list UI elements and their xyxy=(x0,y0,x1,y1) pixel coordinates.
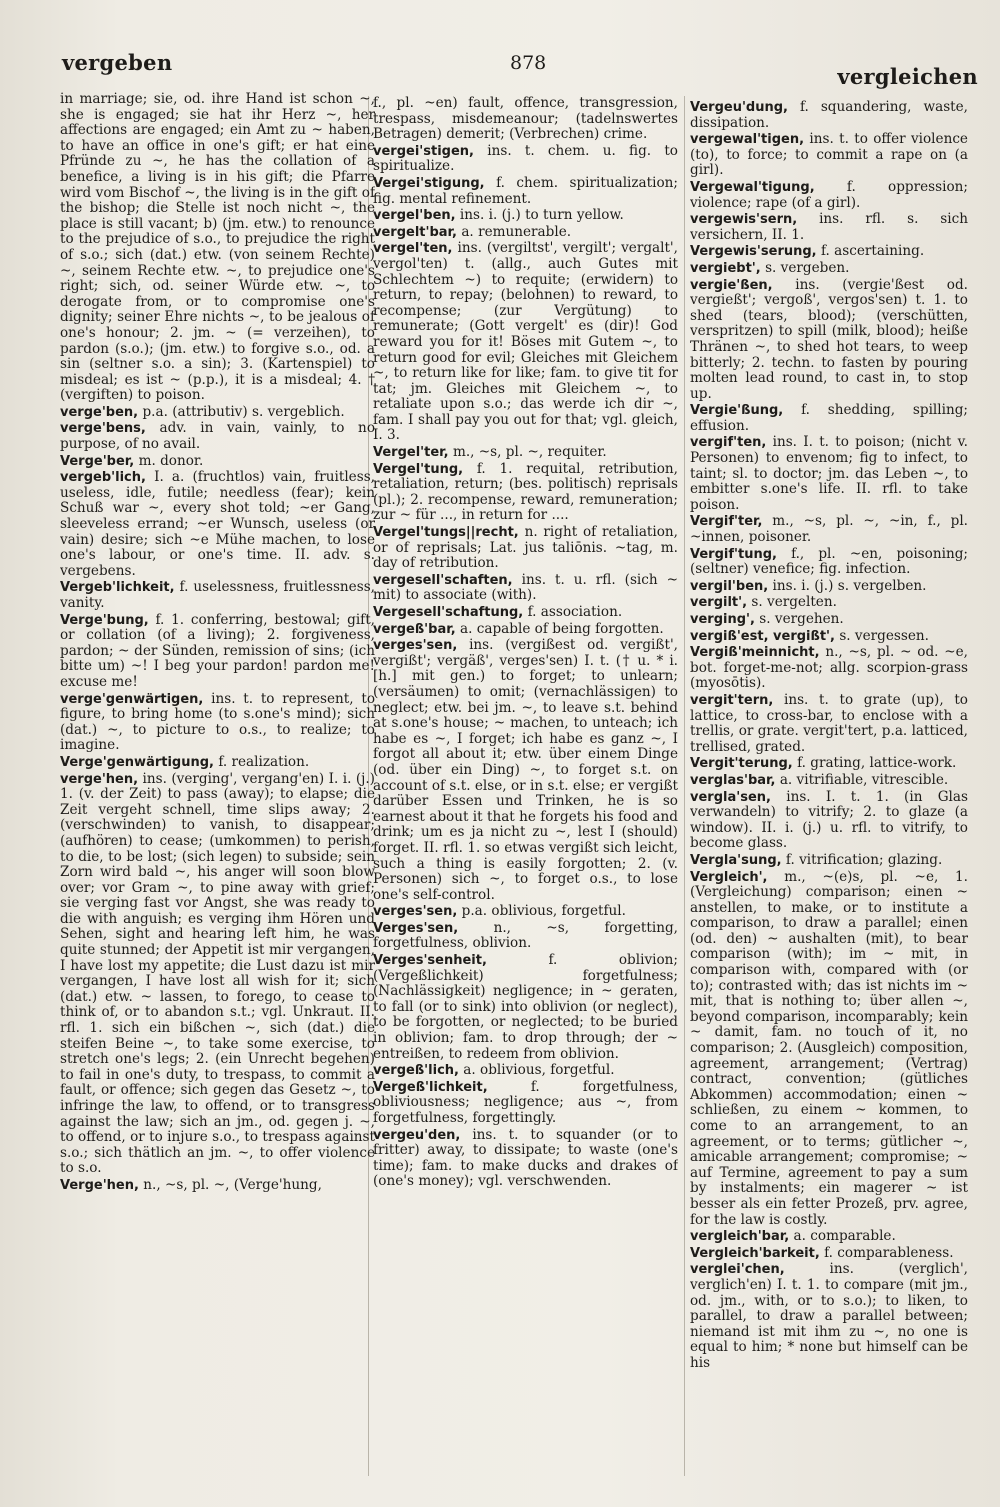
dictionary-entry xyxy=(690,278,968,403)
entry-definition: f. ascertaining. xyxy=(820,243,925,260)
entry-headword: vergel'ben, xyxy=(373,208,456,224)
entry-headword: Vergeu'dung, xyxy=(690,100,788,115)
dictionary-entry xyxy=(60,470,375,579)
dictionary-entry xyxy=(373,1080,678,1127)
entry-definition: s. vergehen. xyxy=(759,611,844,627)
column-divider xyxy=(684,96,685,1476)
entry-definition: ins. (vergißest od. vergißt', vergißt'; vergäß', verges'sen) I. t. († u. * i. [h.] mit gen.) to forget; to unlearn; (versäumen) to omit; (vernachlässigen) to neglect; etw. bei jm. ~, to leave s.t. behind at s.one's house; ~ machen, to unteach; ich habe es ~, I forget; ich habe es ganz ~, I forgot all about it; etw. über einem Dinge (od. über ein Ding) ~, to forget s.t. on account of s.t. else, or in s.t. else; er vergißt darüber Essen und Trinken, he is so earnest about it that he forgets his food and drink; um es ja nicht zu ~, lest I (should) forget. II. rfl. 1. so etwas vergißt sich leicht, such a thing is easily forgotten; 2. (v. Personen) sich ~, to forget o.s., to lose one's self-control. xyxy=(373,637,678,903)
entry-headword: vergesell'schaften, xyxy=(373,572,513,588)
dictionary-entry xyxy=(690,1262,968,1371)
entry-definition: f. vitrification; glazing. xyxy=(785,851,943,868)
entry-definition: m., ~s, pl. ~, ~in, f., pl. ~innen, poisoner. xyxy=(690,513,968,546)
entry-headword: Verge'genwärtigung, xyxy=(60,754,214,770)
dictionary-entry xyxy=(373,225,678,241)
dictionary-entry xyxy=(690,435,968,513)
entry-definition: p.a. oblivious, forgetful. xyxy=(461,903,626,920)
entry-headword: verge'ben, xyxy=(60,404,139,420)
entry-definition: ins. i. (j.) s. vergelben. xyxy=(772,577,927,594)
dictionary-entry xyxy=(373,605,678,621)
entry-headword: vergiß'est, vergißt', xyxy=(690,628,835,644)
entry-headword: Verges'sen, xyxy=(373,920,459,936)
entry-headword: Verge'hen, xyxy=(60,1177,139,1193)
entry-headword: vergil'ben, xyxy=(690,578,769,594)
entry-headword: vergewal'tigen, xyxy=(690,132,805,148)
entry-headword: Verges'senheit, xyxy=(373,953,487,969)
entry-headword: vergeß'bar, xyxy=(373,621,456,637)
dictionary-entry xyxy=(690,514,968,545)
dictionary-entry xyxy=(373,573,678,604)
entry-headword: vergel'ten, xyxy=(373,241,453,257)
dictionary-entry xyxy=(373,1128,678,1190)
entry-definition: s. vergessen. xyxy=(839,627,929,644)
entry-definition: n., ~s, forgetting, forgetfulness, oblivion. xyxy=(373,919,678,952)
dictionary-entry xyxy=(690,1246,968,1262)
entry-definition: n. right of retaliation, or of reprisals; Lat. jus taliōnis. ~tag, m. day of retribution. xyxy=(373,524,678,572)
entry-definition: f. realization. xyxy=(218,753,310,770)
entry-definition: f. 1. requital, retribution, retaliation, return; (bes. politisch) reprisals (pl.); 2. recompense, reward, remuneration; zur ~ für ..., in return for .... xyxy=(373,460,678,524)
dictionary-entry xyxy=(60,580,375,611)
dictionary-entry xyxy=(690,853,968,869)
entry-headword: vergiebt', xyxy=(690,260,761,276)
entry-definition: s. vergelten. xyxy=(751,594,837,611)
entry-definition: adv. in vain, vainly, to no purpose, of no avail. xyxy=(60,420,375,453)
entry-headword: vergeß'lich, xyxy=(373,1063,459,1079)
entry-headword: Vergit'terung, xyxy=(690,756,793,772)
entry-definition: f., pl. ~en, poisoning; (seltner) venefice; fig. infection. xyxy=(690,545,968,578)
entry-definition: m. donor. xyxy=(138,452,204,469)
entry-headword: Vergel'ter, xyxy=(373,445,449,461)
dictionary-entry xyxy=(60,772,375,1177)
entry-headword: Vergleich'barkeit, xyxy=(690,1245,820,1261)
dictionary-entry xyxy=(373,144,678,175)
entry-definition: f. grating, lattice-work. xyxy=(797,755,957,772)
dictionary-entry xyxy=(690,261,968,277)
entry-definition: in marriage; sie, od. ihre Hand ist schon ~, she is engaged; sie hat ihr Herz ~, her affections are engaged; ein Amt zu ~ haben, to have an office in one's gift; er hat eine Pfründe zu ~, he has the collation of a benefice, a living is in his gift; die Pfarre wird vom Bischof ~, the living is in the gift of the bishop; die Stelle ist noch nicht ~, the place is still vacant; b) (jm. etw.) to renounce to the prejudice of s.o., to prejudice the right of s.o.; sich (dat.) etw. (von seinem Rechte) ~, seinem Rechte etw. ~, to prejudice one's right; sich, od. seiner Würde etw. ~, to derogate from, or to compromise one's dignity; seiner Ehre nichts ~, to be jealous of one's honour; 2. jm. ~ (= verzeihen), to pardon (s.o.); (jm. etw.) to forgive s.o., od. a sin (seltner s.o. a sin); 3. (Kartenspiel) to misdeal; es ist ~ (p.p.), it is a misdeal; 4. † (vergiften) to poison. xyxy=(60,92,375,404)
dictionary-entry xyxy=(690,547,968,578)
entry-definition: n., ~s, pl. ~, (Verge'hung, xyxy=(143,1176,322,1193)
entry-definition: f., pl. ~en) fault, offence, transgression, trespass, misdemeanour; (tadelnswertes Betragen) demerit; (Verbrechen) crime. xyxy=(373,96,678,143)
entry-headword: verges'sen, xyxy=(373,904,458,920)
dictionary-entry xyxy=(373,96,678,143)
dictionary-entry xyxy=(373,208,678,224)
entry-definition: ins. (vergie'ßest od. vergießt'; vergoß', vergos'sen) t. 1. to shed (tears, blood); (verschütten, verspritzen) to spill (milk, blood); heiße Thränen ~, to shed hot tears, to weep bitterly; 2. techn. to fasten by pouring molten lead round, to cast in, to stop up. xyxy=(690,276,968,402)
entry-definition: ins. I. t. to poison; (nicht v. Personen) to envenom; fig to infect, to taint; sl. to doctor; jm. das Leben ~, to embitter s.one's life. II. rfl. to take poison. xyxy=(690,434,968,513)
dictionary-entry xyxy=(60,755,375,771)
entry-definition: m., ~s, pl. ~, requiter. xyxy=(452,444,607,461)
entry-headword: Vergie'ßung, xyxy=(690,403,784,419)
entry-definition: ins. rfl. s. sich versichern, II. 1. xyxy=(690,211,968,243)
entry-headword: vergleich'bar, xyxy=(690,1229,790,1245)
dictionary-entry xyxy=(60,692,375,754)
entry-headword: vergilt', xyxy=(690,595,748,611)
dictionary-entry xyxy=(60,613,375,691)
dictionary-entry xyxy=(690,212,968,243)
entry-headword: verge'bens, xyxy=(60,421,146,437)
right-running-head: vergleichen xyxy=(837,64,978,89)
entry-definition: a. remunerable. xyxy=(461,223,572,240)
dictionary-entry xyxy=(690,579,968,595)
dictionary-entry xyxy=(373,1063,678,1079)
page-number: 878 xyxy=(510,52,547,74)
entry-headword: Verge'bung, xyxy=(60,612,149,628)
column-2 xyxy=(373,96,678,1496)
dictionary-entry xyxy=(373,904,678,920)
dictionary-entry xyxy=(690,132,968,179)
dictionary-entry xyxy=(690,790,968,852)
entry-definition: a. capable of being forgotten. xyxy=(460,620,664,637)
entry-headword: verges'sen, xyxy=(373,638,458,654)
dictionary-entry xyxy=(60,421,375,452)
entry-definition: ins. t. to grate (up), to lattice, to cross-bar, to enclose with a trellis, or grate. vergit'tert, p.a. latticed, trellised, grated. xyxy=(690,691,968,755)
dictionary-entry xyxy=(690,693,968,755)
dictionary-entry xyxy=(690,244,968,260)
page-header xyxy=(0,36,1000,96)
dictionary-entry xyxy=(373,622,678,638)
entry-definition: p.a. (attributiv) s. vergeblich. xyxy=(142,403,345,420)
entry-definition: f. association. xyxy=(527,604,623,620)
entry-definition: f. oblivion; (Vergeßlichkeit) forgetfulness; (Nachlässigkeit) negligence; in ~ geraten, to fall (or to sink) into oblivion (or neglect), to be forgotten, or neglected; to be buried in oblivion; fam. to drop through; der ~ entreißen, to redeem from oblivion. xyxy=(373,952,678,1062)
entry-headword: vergif'ten, xyxy=(690,435,767,451)
entry-definition: ins. (verglich', verglich'en) I. t. 1. to compare (mit jm., od. jm., with, or to s.o.); to liken, to parallel, to draw a parallel between; niemand ist mit ihm zu ~, no one is equal to him; * none but himself can be his xyxy=(690,1261,968,1371)
dictionary-entry xyxy=(690,773,968,789)
dictionary-entry xyxy=(690,756,968,772)
entry-definition: ins. i. (j.) to turn yellow. xyxy=(459,207,624,224)
dictionary-entry xyxy=(373,525,678,572)
dictionary-entry xyxy=(690,645,968,692)
entry-headword: Vergeb'lichkeit, xyxy=(60,580,175,596)
entry-headword: verging', xyxy=(690,612,755,627)
entry-headword: vergie'ßen, xyxy=(690,277,773,293)
dictionary-entry xyxy=(373,638,678,903)
entry-definition: n., ~s, pl. ~ od. ~e, bot. forget-me-not; allg. scorpion-grass (myosōtis). xyxy=(690,644,968,692)
entry-headword: verge'hen, xyxy=(60,771,139,787)
entry-definition: ins. (verging', vergang'en) I. i. (j.) 1. (v. der Zeit) to pass (away); to elapse; die Zeit vergeht schnell, time slips away; 2. (verschwinden) to vanish, to disappear; (aufhören) to cease; (umkommen) to perish, to die, to be lost; (sich legen) to subside; sein Zorn wird bald ~, his anger will soon blow over; vor Gram ~, to pine away with grief; sie verging fast vor Angst, she was ready to die with anguish; es verging ihm Hören und Sehen, sight and hearing left him, he was quite stunned; der Appetit ist mir vergangen, I have lost my appetite; die Lust dazu ist mir vergangen, I have lost all wish for it; sich (dat.) etw. ~ lassen, to forego, to cease to think of, or to abandon s.t.; vgl. Unkraut. II. rfl. 1. sich ein bißchen ~, sich (dat.) die steifen Beine ~, to take some exercise, to stretch one's legs; 2. (ein Unrecht begehen) to fail in one's duty, to trespass, to commit a fault, or offence; sich gegen das Gesetz ~, to infringe the law, to offend, or to transgress against the law; sich an jm., od. gegen j. ~, to offend, or to injure s.o., to trespass against s.o.; sich thätlich an jm. ~, to offer violence to s.o. xyxy=(60,770,375,1177)
entry-headword: Vergewis'serung, xyxy=(690,244,817,260)
entry-headword: Vergleich', xyxy=(690,869,768,885)
entry-definition: f. uselessness, fruitlessness, vanity. xyxy=(60,579,375,611)
entry-headword: verglei'chen, xyxy=(690,1262,785,1278)
dictionary-entry xyxy=(373,921,678,952)
entry-definition: f. oppression; violence; rape (of a girl). xyxy=(690,178,968,211)
entry-definition: f. chem. spiritualization; fig. mental refinement. xyxy=(373,174,678,207)
left-running-head: vergeben xyxy=(62,50,173,75)
entry-headword: Vergel'tung, xyxy=(373,461,464,477)
entry-headword: vergla'sen, xyxy=(690,789,771,805)
entry-headword: Vergei'stigung, xyxy=(373,175,485,191)
dictionary-entry xyxy=(60,405,375,421)
entry-headword: Vergewal'tigung, xyxy=(690,179,815,195)
entry-headword: vergit'tern, xyxy=(690,692,774,708)
entry-headword: vergeu'den, xyxy=(373,1127,461,1143)
entry-definition: f. comparableness. xyxy=(824,1244,954,1261)
entry-definition: ins. t. u. rfl. (sich ~ mit) to associate (with). xyxy=(373,571,678,604)
entry-headword: Vergiß'meinnicht, xyxy=(690,645,820,661)
entry-headword: vergewis'sern, xyxy=(690,212,798,228)
dictionary-entry xyxy=(690,100,968,131)
dictionary-entry xyxy=(690,870,968,1229)
entry-definition: m., ~(e)s, pl. ~e, 1. (Vergleichung) comparison; einen ~ anstellen, to make, or to institute a comparison, to draw a parallel; einen (od. den) ~ aushalten (mit), to bear comparison (with); im ~ mit, in comparison with, compared with (or to); contrasted with; das ist nichts im ~ mit, that is nothing to; über allen ~, beyond comparison, incomparably; kein ~ damit, fam. no touch of it, no comparison; 2. (Ausgleich) composition, agreement, arrangement; (Vertrag) contract, convention; (gütliches Abkommen) accommodation; einen ~ schließen, zu einem ~ kommen, to come to an arrangement, to an agreement, or to terms; gütlicher ~, amicable arrangement; compromise; ~ auf Termine, agreement to pay a sum by instalments; ein magerer ~ ist besser als ein fetter Prozeß, prv. agree, for the law is costly. xyxy=(690,868,968,1228)
dictionary-entry xyxy=(690,595,968,611)
dictionary-entry xyxy=(60,92,375,404)
entry-headword: Vergel'tungs||recht, xyxy=(373,525,519,541)
entry-definition: s. vergeben. xyxy=(765,259,850,276)
entry-headword: vergeb'lich, xyxy=(60,470,146,486)
dictionary-entry xyxy=(373,445,678,461)
entry-definition: f. forgetfulness, obliviousness; negligence; aus ~, from forgetfulness, forgettingly. xyxy=(373,1078,678,1126)
entry-headword: verglas'bar, xyxy=(690,772,776,788)
dictionary-entry xyxy=(690,629,968,645)
entry-definition: f. squandering, waste, dissipation. xyxy=(690,100,968,131)
entry-headword: Vergif'tung, xyxy=(690,546,777,562)
entry-headword: verge'genwärtigen, xyxy=(60,691,204,707)
dictionary-entry xyxy=(690,403,968,434)
entry-headword: Vergesell'schaftung, xyxy=(373,605,524,620)
dictionary-entry xyxy=(373,241,678,444)
dictionary-entry xyxy=(373,462,678,524)
entry-definition: ins. t. to squander (or to fritter) away, to dissipate; to waste (one's time); fam. to make ducks and drakes of (one's money); vgl. verschwenden. xyxy=(373,1126,678,1190)
entry-headword: Vergeß'lichkeit, xyxy=(373,1079,488,1095)
entry-definition: a. oblivious, forgetful. xyxy=(463,1062,615,1079)
dictionary-entry xyxy=(373,176,678,207)
entry-headword: Vergif'ter, xyxy=(690,514,763,530)
dictionary-entry xyxy=(690,612,968,628)
entry-definition: ins. (vergiltst', vergilt'; vergalt', vergol'ten) t. (allg., auch Gutes mit Schlechtem ~) to requite; (erwidern) to return, to repay; (belohnen) to reward, to recompense; (zur Vergütung) to remunerate; (Gott vergelt' es (dir)! God reward you for it! Böses mit Gutem ~, to return good for evil; Gleiches mit Gleichem ~, to return like for like; fam. to give tit for tat; jm. Gleiches mit Gleichem ~, to retaliate upon s.o.; das werde ich dir ~, fam. I shall pay you out for that; vgl. gleich, I. 3. xyxy=(373,240,678,444)
entry-definition: ins. t. to offer violence (to), to force; to commit a rape on (a girl). xyxy=(690,131,968,179)
entry-headword: Verge'ber, xyxy=(60,453,135,469)
entry-headword: Vergla'sung, xyxy=(690,852,782,868)
entry-headword: vergelt'bar, xyxy=(373,224,457,240)
entry-definition: f. shedding, spilling; effusion. xyxy=(690,402,968,434)
entry-definition: ins. t. to represent, to figure, to bring home (to s.one's mind); sich (dat.) ~, to picture to o.s., to realize; to imagine. xyxy=(60,690,375,754)
entry-definition: a. vitrifiable, vitrescible. xyxy=(779,771,949,788)
entry-headword: vergei'stigen, xyxy=(373,143,474,159)
dictionary-entry xyxy=(60,1178,375,1194)
entry-definition: ins. t. chem. u. fig. to spiritualize. xyxy=(373,142,678,175)
column-1 xyxy=(60,92,375,1492)
dictionary-entry xyxy=(60,454,375,470)
dictionary-entry xyxy=(373,953,678,1062)
dictionary-entry xyxy=(690,1229,968,1245)
dictionary-entry xyxy=(690,180,968,211)
entry-definition: I. a. (fruchtlos) vain, fruitless, useless, idle, futile; needless (fear); kein Schuß war ~, every shot told; ~er Gang, sleeveless errand; ~er Wunsch, useless (or vain) desire; sich ~e Mühe machen, to lose one's labour, or one's time. II. adv. s. vergebens. xyxy=(60,469,375,579)
entry-definition: ins. I. t. 1. (in Glas verwandeln) to vitrify; 2. to glaze (a window). II. i. (j.) u. rfl. to vitrify, to become glass. xyxy=(690,788,968,852)
column-3 xyxy=(690,100,968,1500)
entry-definition: f. 1. conferring, bestowal; gift, or collation (of a living); 2. forgiveness, pardon; ~ der Sünden, remission of sins; (ich bitte um) ~! I beg your pardon! pardon me! excuse me! xyxy=(60,611,375,690)
entry-definition: a. comparable. xyxy=(793,1228,896,1245)
